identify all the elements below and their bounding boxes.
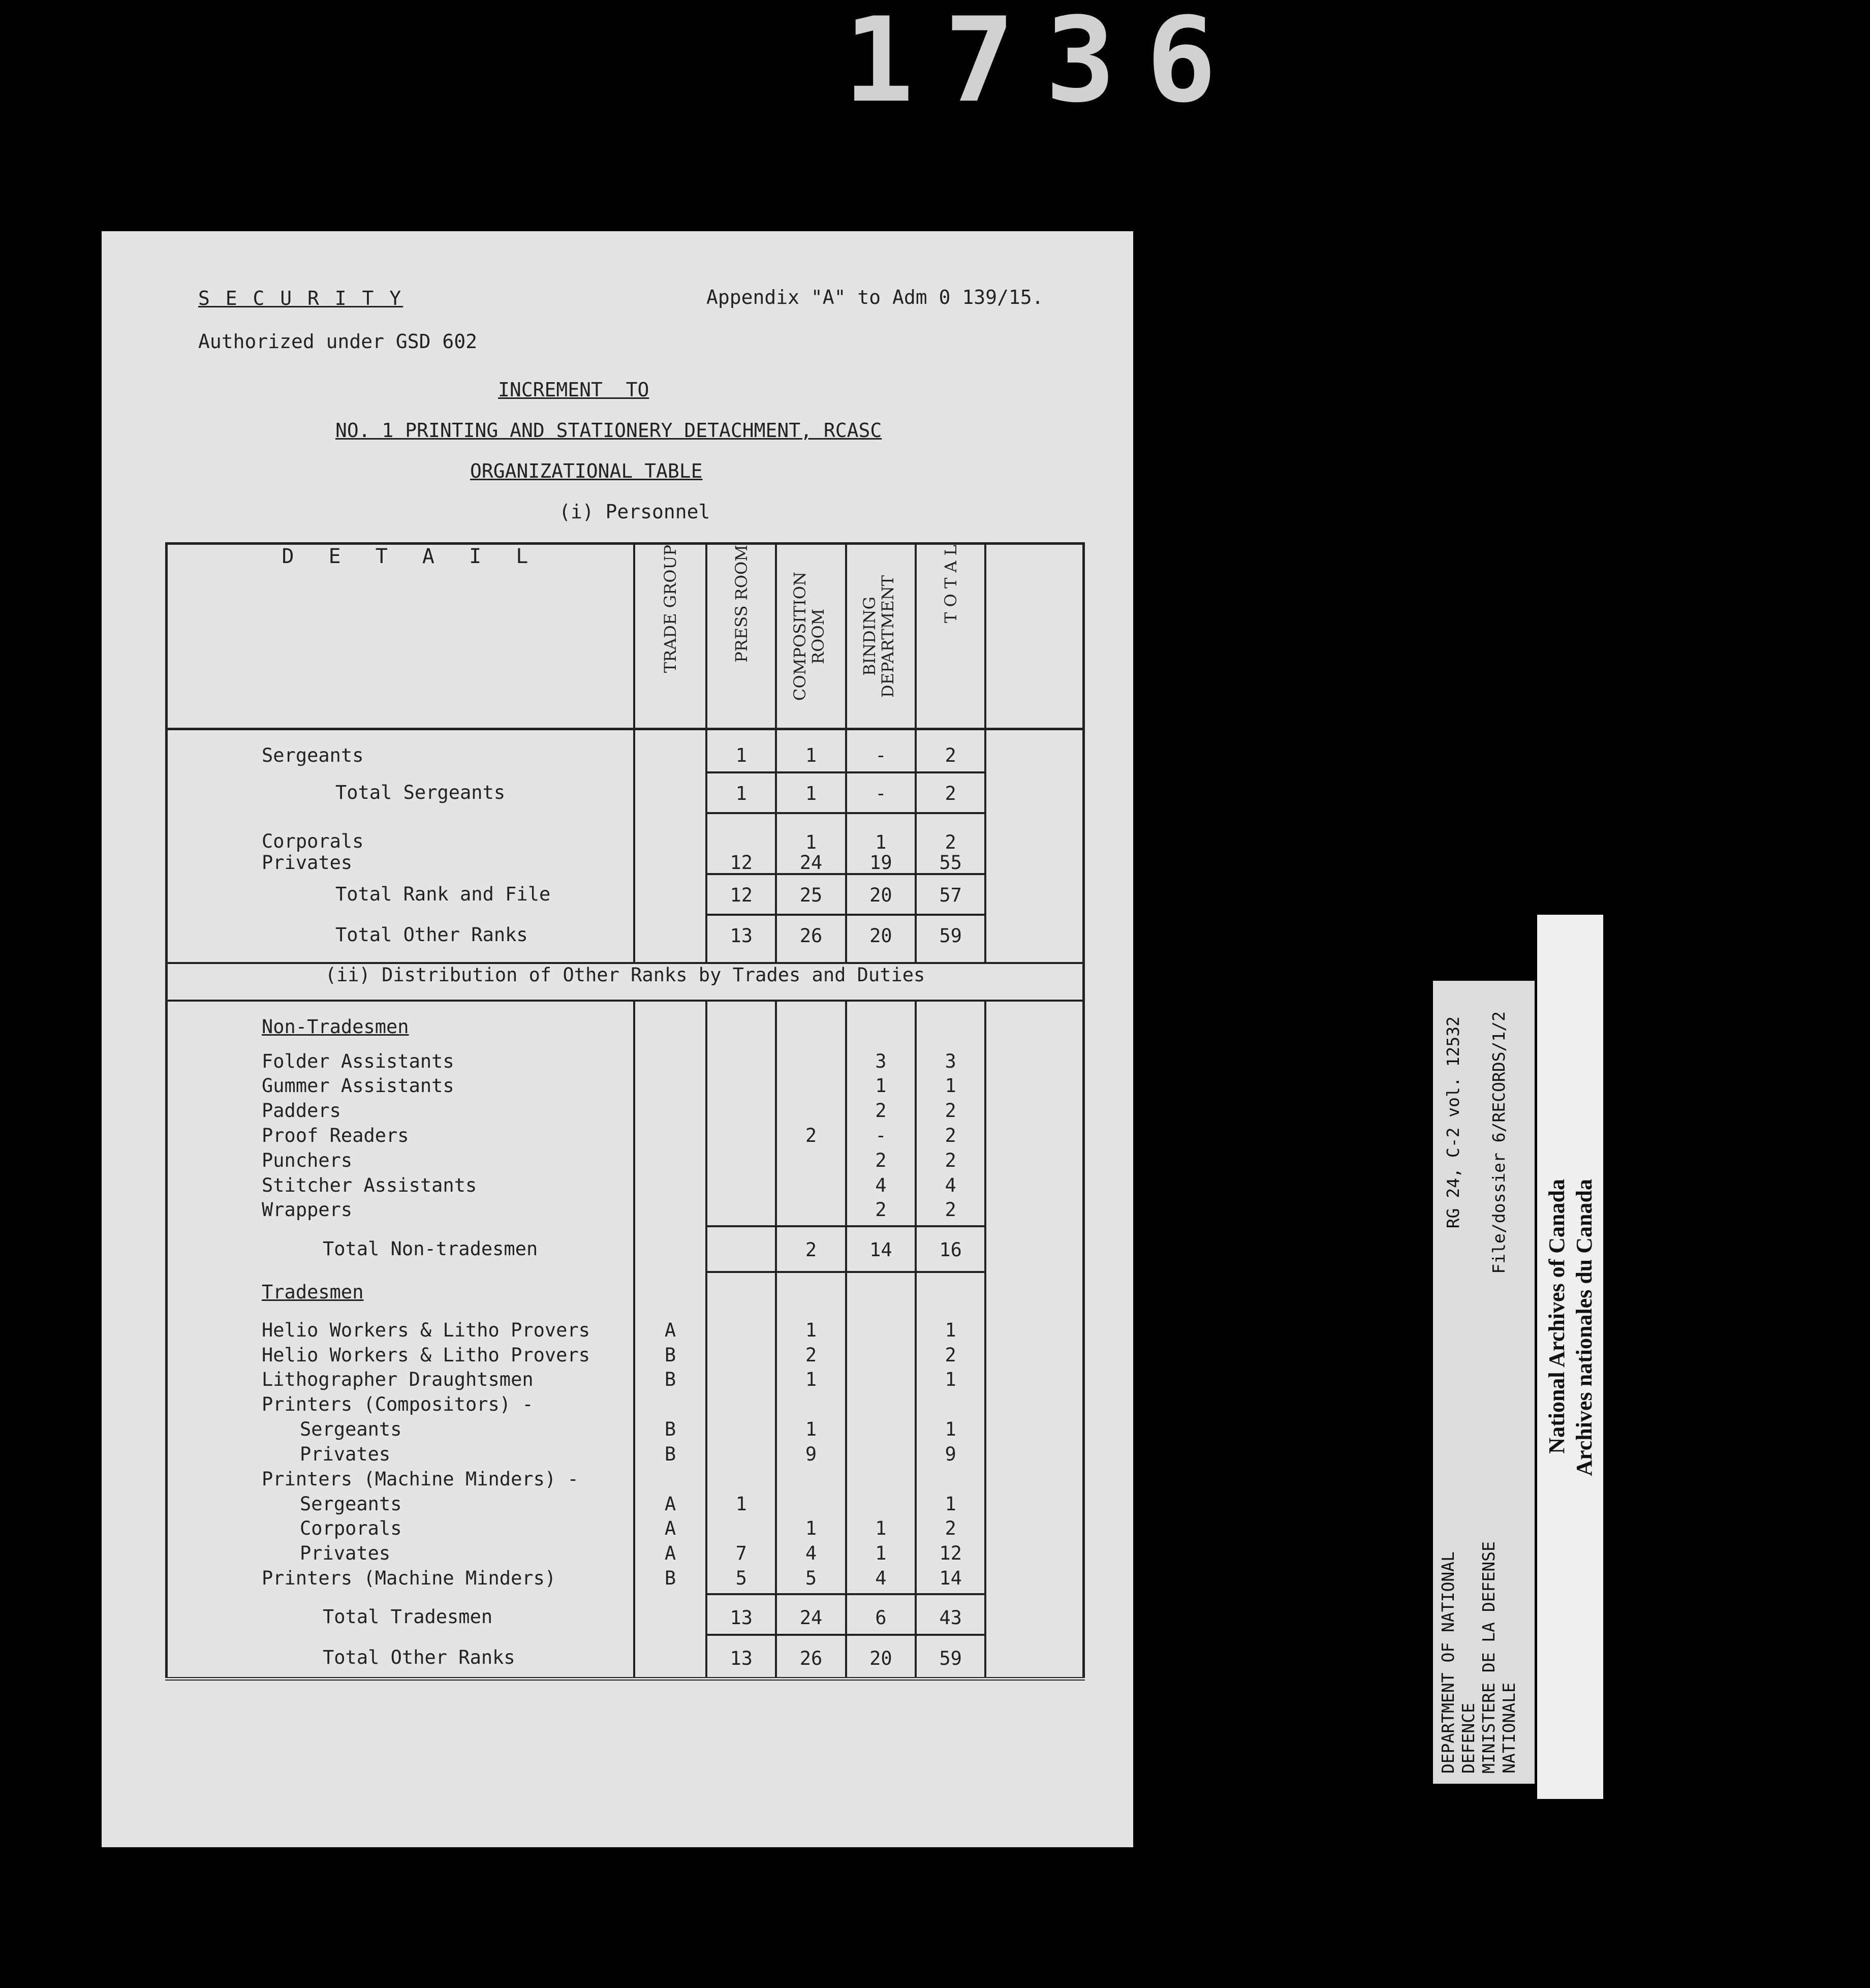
distribution-heading-row xyxy=(167,963,1084,1001)
table-row-total-other-ranks-2: Total Other Ranks 13 26 20 59 xyxy=(167,1635,1084,1679)
tradesmen-heading: Tradesmen xyxy=(262,1281,364,1303)
archive-dept-line4: NATIONALE xyxy=(1499,1683,1519,1774)
national-archives-card xyxy=(1537,915,1603,1799)
organizational-table xyxy=(165,542,1085,1681)
table-row: Privates A 7 4 1 12 xyxy=(167,1543,1084,1568)
header-binding-department: BINDING DEPARTMENT xyxy=(860,575,898,698)
appendix-reference: Appendix "A" to Adm 0 139/15. xyxy=(706,286,1044,308)
tradesmen-heading-row xyxy=(167,1272,1084,1320)
table-row: Gummer Assistants 1 1 xyxy=(167,1076,1084,1101)
header-detail: D E T A I L xyxy=(167,544,634,729)
table-row: Proof Readers 2 - 2 xyxy=(167,1126,1084,1151)
archive-dept-line1: DEPARTMENT OF NATIONAL xyxy=(1438,1551,1458,1774)
non-tradesmen-heading-row xyxy=(167,1001,1084,1051)
table-row: Privates B 9 9 xyxy=(167,1444,1084,1469)
table-row: Punchers 2 2 xyxy=(167,1151,1084,1175)
header-composition-room: COMPOSITION ROOM xyxy=(790,571,828,701)
non-tradesmen-heading: Non-Tradesmen xyxy=(262,1015,409,1038)
title-unit: NO. 1 PRINTING AND STATIONERY DETACHMENT, RCASC xyxy=(335,419,882,442)
table-row: Corporals A 1 1 2 xyxy=(167,1518,1084,1543)
table-row: Lithographer Draughtsmen B 1 1 xyxy=(167,1370,1084,1394)
table-row: Folder Assistants 3 3 xyxy=(167,1051,1084,1076)
archives-name-en: National Archives of Canada xyxy=(1544,1179,1569,1454)
archive-ref-volume: RG 24, C-2 vol. 12532 xyxy=(1443,1016,1463,1229)
table-row-total-non-tradesmen: Total Non-tradesmen 2 14 16 xyxy=(167,1226,1084,1272)
table-row-total-rank-file: Total Rank and File 12 25 20 57 xyxy=(167,874,1084,915)
table-row-total-other-ranks-1: Total Other Ranks 13 26 20 59 xyxy=(167,915,1084,963)
table-row: Printers (Machine Minders) - xyxy=(167,1469,1084,1494)
distribution-title: (ii) Distribution of Other Ranks by Trades and Duties xyxy=(167,963,1084,1001)
document-page xyxy=(102,231,1133,1847)
table-row-total-sergeants: Total Sergeants 1 1 - 2 xyxy=(167,772,1084,813)
table-row: Helio Workers & Litho Provers B 2 2 xyxy=(167,1345,1084,1370)
table-row-total-tradesmen: Total Tradesmen 13 24 6 43 xyxy=(167,1594,1084,1635)
microfilm-frame-number: 1736 xyxy=(844,0,1247,129)
archive-dept-line2: DEFENCE xyxy=(1458,1702,1478,1774)
table-row: Sergeants A 1 1 xyxy=(167,1494,1084,1519)
security-heading: S E C U R I T Y xyxy=(198,287,403,309)
title-org-table: ORGANIZATIONAL TABLE xyxy=(470,460,703,482)
table-row: Printers (Machine Minders) B 5 5 4 14 xyxy=(167,1568,1084,1594)
archive-dept-line3: MINISTERE DE LA DEFENSE xyxy=(1479,1541,1499,1774)
table-row: Wrappers 2 2 xyxy=(167,1200,1084,1226)
header-total: T O T A L xyxy=(941,545,960,623)
title-personnel: (i) Personnel xyxy=(559,501,710,523)
table-row-sergeants: Sergeants 1 1 - 2 xyxy=(167,729,1084,772)
header-trade-group: TRADE GROUP xyxy=(660,545,680,673)
archive-reference-card xyxy=(1433,981,1535,1784)
table-row: Helio Workers & Litho Provers A 1 1 xyxy=(167,1320,1084,1345)
table-row: Printers (Compositors) - xyxy=(167,1394,1084,1419)
table-row-corporals: Corporals 1 1 2 xyxy=(167,813,1084,853)
table-row: Stitcher Assistants 4 4 xyxy=(167,1175,1084,1200)
authorization-line: Authorized under GSD 602 xyxy=(198,330,478,353)
table-row: Sergeants B 1 1 xyxy=(167,1419,1084,1444)
table-row-privates: Privates 12 24 19 55 xyxy=(167,853,1084,874)
title-increment: INCREMENT TO xyxy=(498,379,649,401)
archives-name-fr: Archives nationales du Canada xyxy=(1572,1179,1597,1476)
archive-ref-file: File/dossier 6/RECORDS/1/2 xyxy=(1489,1011,1509,1274)
header-press-room: PRESS ROOM xyxy=(731,545,751,663)
table-row: Padders 2 2 xyxy=(167,1101,1084,1126)
